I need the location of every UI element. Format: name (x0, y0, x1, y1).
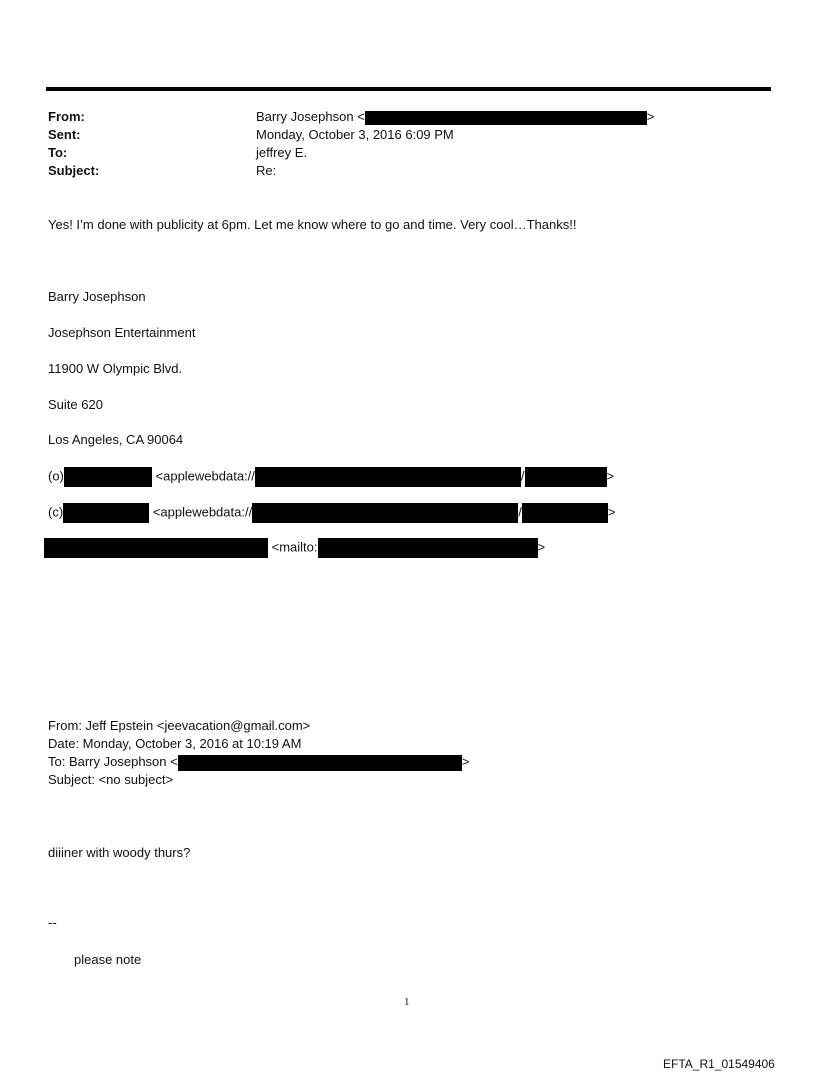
redaction-block (318, 538, 538, 558)
signature-mailto: <mailto: (271, 539, 318, 555)
redaction-block (252, 503, 518, 523)
quoted-to-prefix: To: Barry Josephson < (48, 754, 178, 769)
from-name: Barry Josephson (256, 109, 354, 124)
cell-gt: > (607, 504, 616, 520)
subject-value: Re: (256, 163, 277, 178)
subject-label: Subject: (48, 163, 100, 178)
quoted-subject: Subject: <no subject> (48, 772, 174, 787)
signature-name: Barry Josephson (48, 289, 146, 304)
quoted-from: From: Jeff Epstein <jeevacation@gmail.com> (48, 718, 311, 733)
header-rule (46, 87, 771, 91)
office-applewebdata: <applewebdata:// (155, 468, 255, 484)
signature-office-phone (48, 467, 614, 487)
quoted-date: Date: Monday, October 3, 2016 at 10:19 AM (48, 736, 302, 751)
message-body: Yes! I’m done with publicity at 6pm. Let me know where to go and time. Very cool…Thanks!! (48, 217, 577, 232)
from-label: From: (48, 109, 85, 124)
redaction-block (255, 467, 521, 487)
from-gt: > (646, 109, 655, 124)
signature-city: Los Angeles, CA 90064 (48, 432, 184, 447)
cell-prefix: (c) (48, 504, 64, 520)
signature-address2: Suite 620 (48, 397, 103, 412)
redaction-block (522, 503, 608, 523)
signature-cell-phone (48, 503, 615, 523)
redaction-block (178, 755, 462, 771)
signature-email (44, 538, 545, 558)
document-id: EFTA_R1_01549406 (663, 1057, 775, 1071)
quoted-to (48, 753, 469, 771)
redaction-block (44, 538, 268, 558)
to-label: To: (48, 145, 68, 160)
office-slash: / (520, 468, 525, 484)
to-value: jeffrey E. (256, 145, 308, 160)
sent-label: Sent: (48, 127, 81, 142)
office-gt: > (606, 468, 615, 484)
redaction-block (63, 503, 149, 523)
quoted-note: please note (74, 952, 142, 967)
from-value (256, 109, 654, 125)
redaction-block (64, 467, 152, 487)
office-prefix: (o) (48, 468, 64, 484)
redaction-block (525, 467, 607, 487)
redaction-block (365, 111, 647, 125)
signature-company: Josephson Entertainment (48, 325, 196, 340)
cell-applewebdata: <applewebdata:// (152, 504, 253, 520)
from-lt: < (357, 109, 365, 124)
mailto-gt: > (537, 539, 546, 555)
quoted-message: diiiner with woody thurs? (48, 845, 191, 860)
signature-address1: 11900 W Olympic Blvd. (48, 361, 183, 376)
page-number: 1 (404, 996, 410, 1008)
quoted-dashes: -- (48, 915, 57, 930)
cell-slash: / (518, 504, 522, 520)
quoted-to-suffix: > (461, 754, 470, 769)
sent-value: Monday, October 3, 2016 6:09 PM (256, 127, 454, 142)
